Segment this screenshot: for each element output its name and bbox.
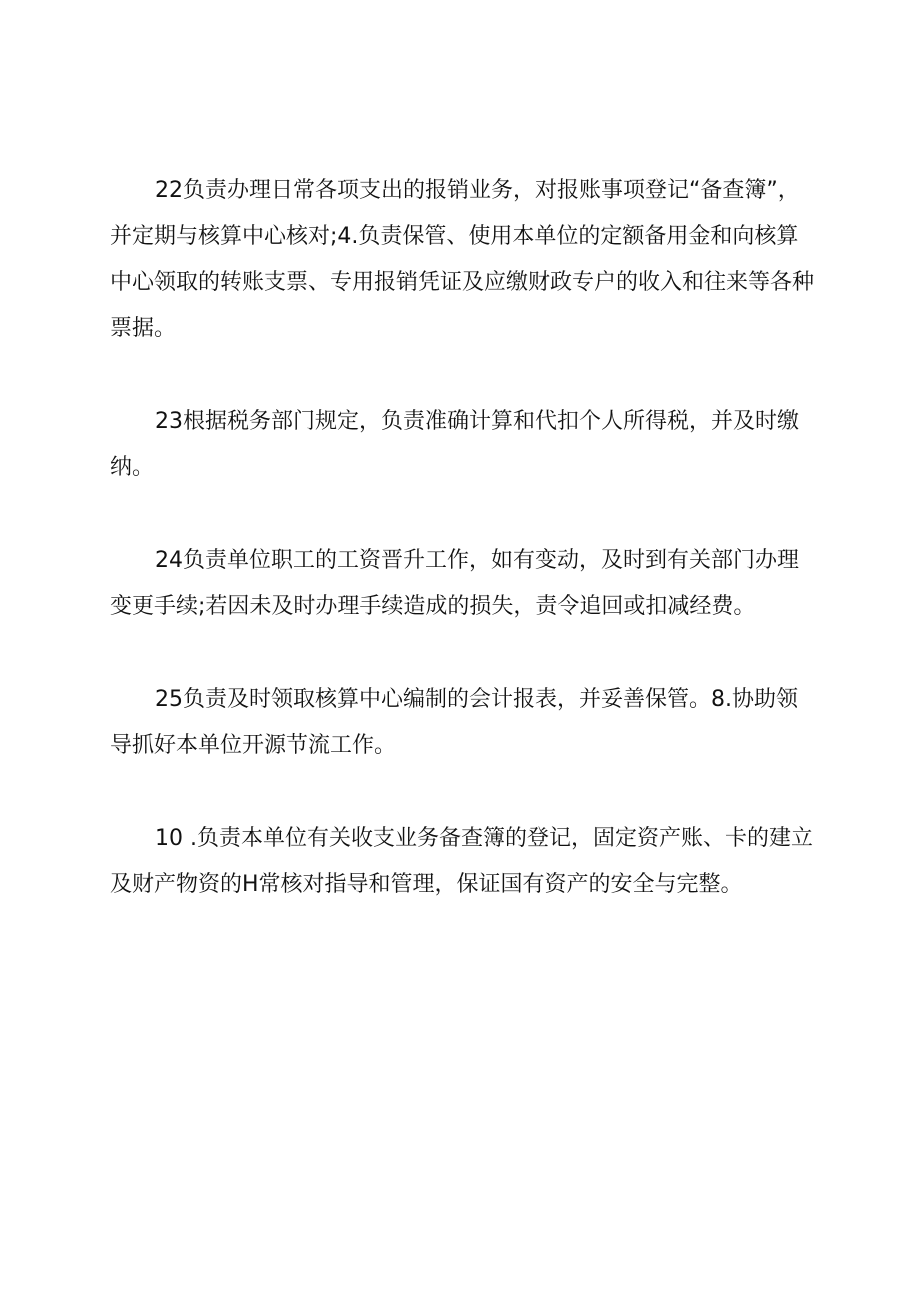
paragraph-22: 22负责办理日常各项支出的报销业务，对报账事项登记“备查簿”，并定期与核算中心核对;4.负责保管、使用本单位的定额备用金和向核算中心领取的转账支票、专用报销凭证及应缴财政专户的收入和往来等各种票据。 — [110, 178, 815, 341]
paragraph-25: 25负责及时领取核算中心编制的会计报表，并妥善保管。8.协助领导抓好本单位开源节流工作。 — [110, 687, 798, 758]
document-body — [110, 168, 815, 955]
paragraph-24: 24负责单位职工的工资晋升工作，如有变动，及时到有关部门办理变更手续;若因未及时办理手续造成的损失，责令追回或扣减经费。 — [110, 548, 799, 619]
paragraph-10: 10 .负责本单位有关收支业务备查簿的登记，固定资产账、卡的建立及财产物资的H常核对指导和管理，保证国有资产的安全与完整。 — [110, 826, 813, 897]
paragraph-23: 23根据税务部门规定，负责准确计算和代扣个人所得税，并及时缴纳。 — [110, 409, 799, 480]
